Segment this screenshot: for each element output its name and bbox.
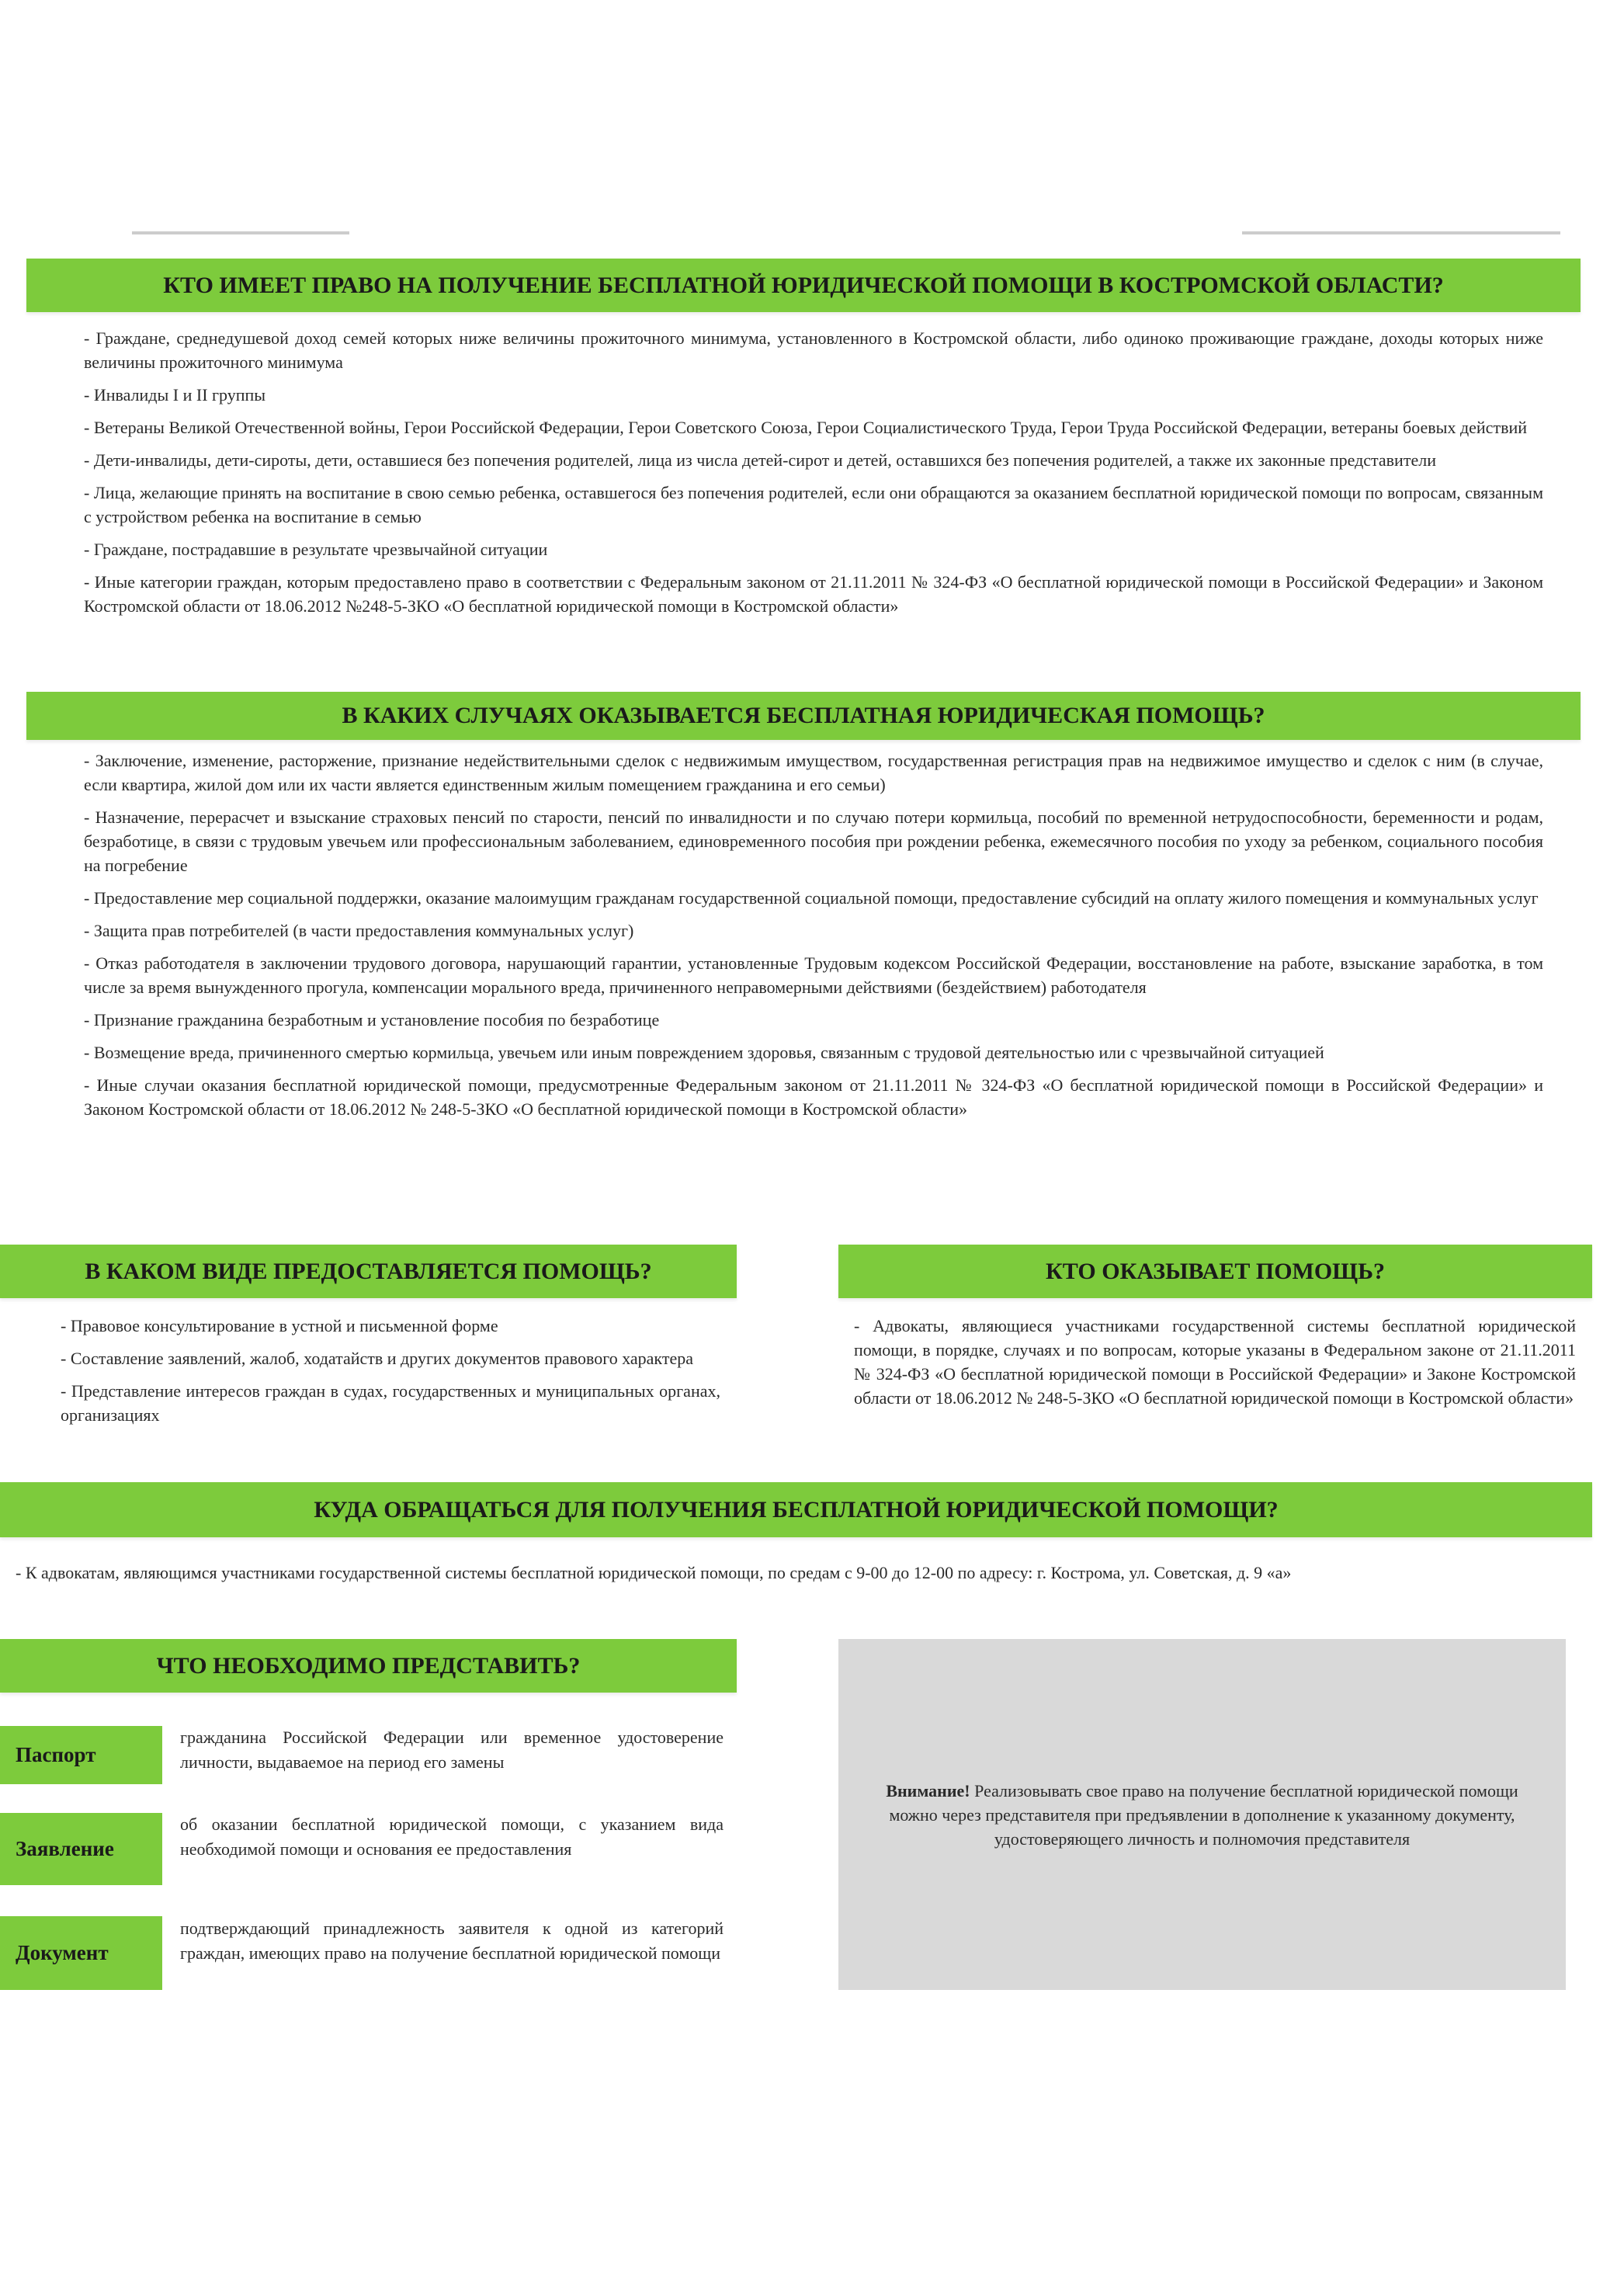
where-to-apply-text (16, 1561, 1580, 1593)
doc-text-document: подтверждающий принадлежность заявителя к одной из категорий граждан, имеющих право на получение бесплатной юридической помощи (180, 1919, 724, 1963)
cases-list (84, 748, 1543, 1130)
where-to-apply-paragraph: - К адвокатам, являющимся участниками государственной системы бесплатной юридической помощи, по средам с 9-00 до 12-00 по адресу: г. Кострома, ул. Советская, д. 9 «а» (16, 1563, 1292, 1582)
notice-bold: Внимание! (886, 1780, 970, 1801)
list-item: - Граждане, среднедушевой доход семей которых ниже величины прожиточного минимума, установленного в Костромской области, либо одиноко проживающие граждане, доходы которых ниже величины прожиточного минимума (84, 328, 1543, 372)
section-header-who-eligible: КТО ИМЕЕТ ПРАВО НА ПОЛУЧЕНИЕ БЕСПЛАТНОЙ ЮРИДИЧЕСКОЙ ПОМОЩИ В КОСТРОМСКОЙ ОБЛАСТИ? (26, 259, 1581, 312)
notice-body: Реализовывать свое право на получение бесплатной юридической помощи можно через представителя при предъявлении в дополнение к указанному документу, удостоверяющего личность и полномочия представителя (889, 1780, 1518, 1849)
list-item: - Ветераны Великой Отечественной войны, Герои Российской Федерации, Герои Советского Союза, Герои Социалистического Труда, Герои Труда Российской Федерации, ветераны боевых действий (84, 418, 1527, 437)
section-header-required-docs: ЧТО НЕОБХОДИМО ПРЕДСТАВИТЬ? (0, 1639, 737, 1693)
list-item: - Заключение, изменение, расторжение, признание недействительными сделок с недвижимым имуществом, государственная регистрация прав на недвижимое имущество и сделок с ним (в случае, если квартира, жилой дом или их части является единственным жилым помещением гражданина и его семьи) (84, 751, 1543, 794)
who-helps-paragraph: - Адвокаты, являющиеся участниками государственной системы бесплатной юридической помощи, в порядке, случаях и по вопросам, которые указаны в Федеральном законе от 21.11.2011 № 324-ФЗ «О бесплатной юридической помощи в Российской Федерации» и Законе Костромской области от 18.06.2012 № 248-5-ЗКО «О бесплатной юридической помощи в Костромской области» (854, 1316, 1576, 1408)
doc-text-application: об оказании бесплатной юридической помощи, с указанием вида необходимой помощи и основания ее предоставления (180, 1814, 724, 1859)
list-item: - Инвалиды I и II группы (84, 385, 266, 405)
eligible-list (84, 326, 1543, 627)
list-item: - Граждане, пострадавшие в результате чрезвычайной ситуации (84, 540, 548, 559)
notice-text (884, 1779, 1521, 1851)
section-header-cases: В КАКИХ СЛУЧАЯХ ОКАЗЫВАЕТСЯ БЕСПЛАТНАЯ ЮРИДИЧЕСКАЯ ПОМОЩЬ? (26, 692, 1581, 740)
section-header-where-to-apply: КУДА ОБРАЩАТЬСЯ ДЛЯ ПОЛУЧЕНИЯ БЕСПЛАТНОЙ ЮРИДИЧЕСКОЙ ПОМОЩИ? (0, 1482, 1592, 1537)
list-item: - Представление интересов граждан в судах, государственных и муниципальных органах, организациях (61, 1381, 720, 1425)
list-item: - Правовое консультирование в устной и письменной форме (61, 1316, 498, 1335)
list-item: - Дети-инвалиды, дети-сироты, дети, оставшиеся без попечения родителей, лица из числа детей-сирот и детей, оставшихся без попечения родителей, а также их законные представители (84, 450, 1436, 470)
section-header-who-helps: КТО ОКАЗЫВАЕТ ПОМОЩЬ? (838, 1245, 1592, 1298)
list-item: - Возмещение вреда, причиненного смертью кормильца, увечьем или иным повреждением здоровья, связанным с трудовой деятельностью или с чрезвычайной ситуацией (84, 1043, 1324, 1062)
doc-text-passport: гражданина Российской Федерации или временное удостоверение личности, выдаваемое на период его замены (180, 1728, 724, 1772)
list-item: - Назначение, перерасчет и взыскание страховых пенсий по старости, пенсий по инвалидности и по случаю потери кормильца, пособий по временной нетрудоспособности, беременности и родам, безработице, в связи с трудовым увечьем или профессиональным заболеванием, единовременного пособия при рождении ребенка, ежемесячного пособия по уходу за ребенком, социального пособия на погребение (84, 807, 1543, 875)
list-item: - Иные случаи оказания бесплатной юридической помощи, предусмотренные Федеральным законом от 21.11.2011 № 324-ФЗ «О бесплатной юридической помощи в Российской Федерации» и Законом Костромской области от 18.06.2012 № 248-5-ЗКО «О бесплатной юридической помощи в Костромской области» (84, 1075, 1543, 1119)
list-item: - Предоставление мер социальной поддержки, оказание малоимущим гражданам государственной социальной помощи, предоставление субсидий на оплату жилого помещения и коммунальных услуг (84, 888, 1539, 908)
list-item: - Отказ работодателя в заключении трудового договора, нарушающий гарантии, установленные Трудовым кодексом Российской Федерации, восстановление на работе, взыскание заработка, в том числе за время вынужденного прогула, компенсации морального вреда, причиненного неправомерными действиями (бездействием) работодателя (84, 953, 1543, 997)
faint-header-line-left (132, 231, 349, 234)
doc-label-document: Документ (0, 1916, 162, 1990)
who-helps-text (854, 1314, 1576, 1419)
notice-box (838, 1639, 1566, 1990)
list-item: - Признание гражданина безработным и установление пособия по безработице (84, 1010, 660, 1030)
faint-header-line-right (1242, 231, 1560, 234)
list-item: - Лица, желающие принять на воспитание в свою семью ребенка, оставшегося без попечения родителей, если они обращаются за оказанием бесплатной юридической помощи по вопросам, связанным с устройством ребенка на воспитание в семью (84, 483, 1543, 526)
doc-label-application: Заявление (0, 1813, 162, 1885)
list-item: - Составление заявлений, жалоб, ходатайств и других документов правового характера (61, 1349, 693, 1368)
list-item: - Иные категории граждан, которым предоставлено право в соответствии с Федеральным законом от 21.11.2011 № 324-ФЗ «О бесплатной юридической помощи в Российской Федерации» и Законом Костромской области от 18.06.2012 №248-5-ЗКО «О бесплатной юридической помощи в Костромской области» (84, 572, 1543, 616)
doc-label-passport: Паспорт (0, 1726, 162, 1784)
section-header-form-of-help: В КАКОМ ВИДЕ ПРЕДОСТАВЛЯЕТСЯ ПОМОЩЬ? (0, 1245, 737, 1298)
form-of-help-list (61, 1314, 720, 1436)
list-item: - Защита прав потребителей (в части предоставления коммунальных услуг) (84, 921, 634, 940)
